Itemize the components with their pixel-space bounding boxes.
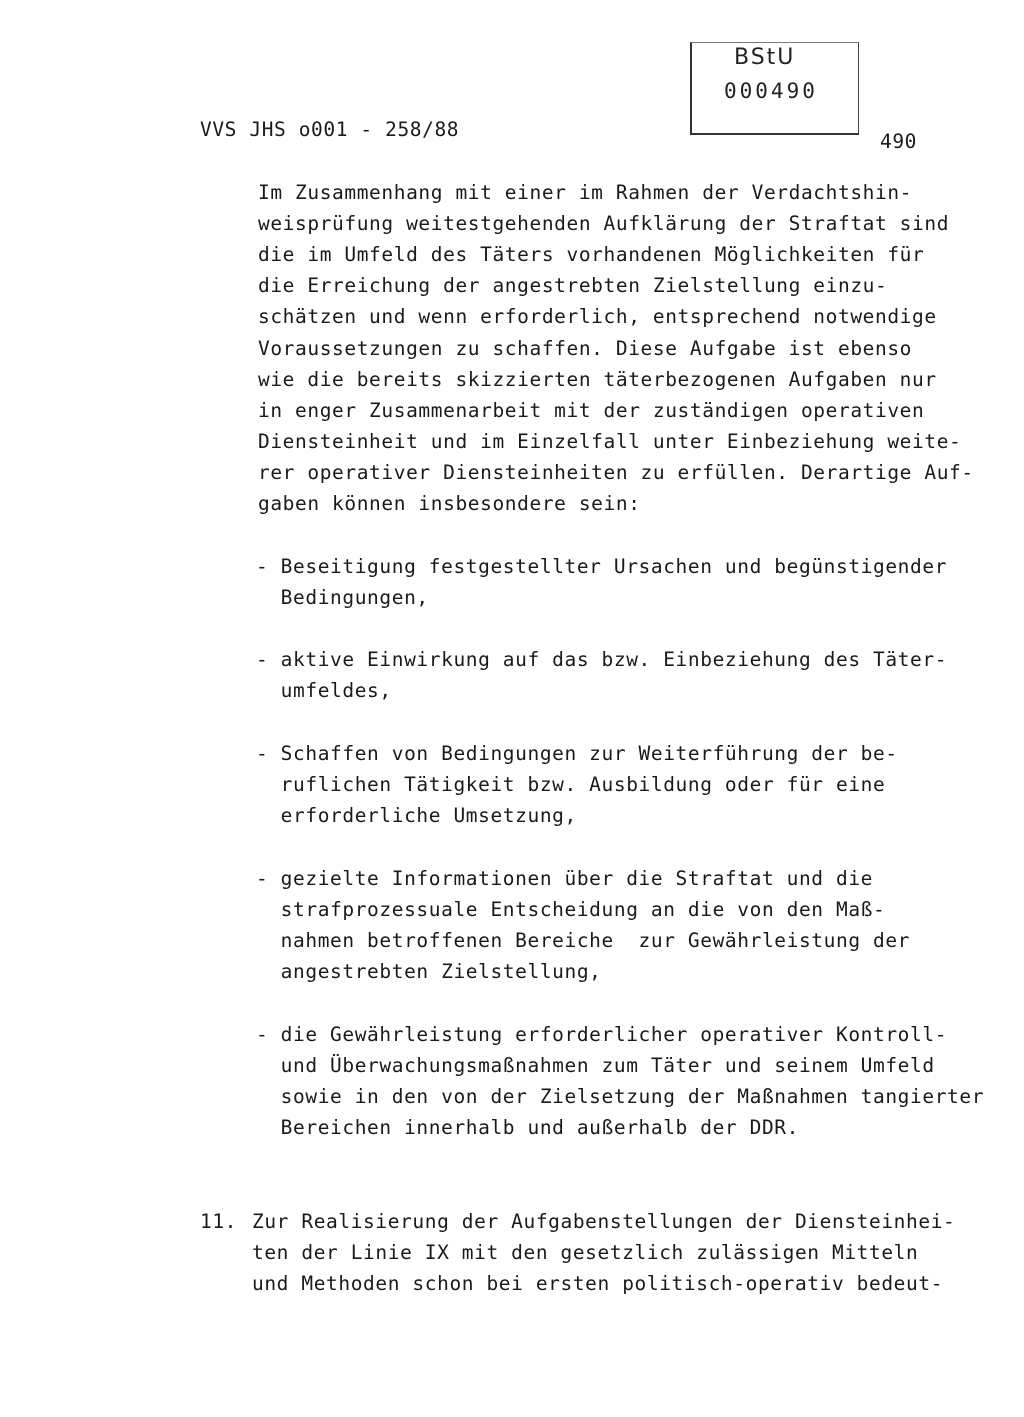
- stamp-line2: 000490: [724, 79, 818, 103]
- paragraph-line: in enger Zusammenarbeit mit der zuständigen operativen: [258, 399, 925, 422]
- paragraph-line: die im Umfeld des Täters vorhandenen Möglichkeiten für: [258, 243, 925, 266]
- paragraph-line: schätzen und wenn erforderlich, entsprechend notwendige: [258, 305, 937, 328]
- list-item-line: - die Gewährleistung erforderlicher operativer Kontroll-: [256, 1023, 948, 1046]
- section-line: ten der Linie IX mit den gesetzlich zulässigen Mitteln: [252, 1241, 919, 1264]
- list-item-line: und Überwachungsmaßnahmen zum Täter und seinem Umfeld: [256, 1054, 935, 1077]
- list-item-line: - aktive Einwirkung auf das bzw. Einbeziehung des Täter-: [256, 648, 948, 671]
- list-item-line: umfeldes,: [256, 679, 392, 702]
- paragraph-line: weisprüfung weitestgehenden Aufklärung der Straftat sind: [258, 212, 950, 235]
- page-number: 490: [880, 130, 918, 153]
- archive-stamp: [690, 42, 859, 135]
- paragraph-line: Diensteinheit und im Einzelfall unter Einbeziehung weite-: [258, 430, 962, 453]
- list-item-line: nahmen betroffenen Bereiche zur Gewährleistung der: [256, 929, 911, 952]
- list-item-line: - Schaffen von Bedingungen zur Weiterführung der be-: [256, 742, 898, 765]
- list-item-line: - Beseitigung festgestellter Ursachen und begünstigender: [256, 555, 948, 578]
- list-item-line: - gezielte Informationen über die Straftat und die: [256, 867, 873, 890]
- paragraph-line: Im Zusammenhang mit einer im Rahmen der Verdachtshin-: [258, 181, 913, 204]
- list-item-line: erforderliche Umsetzung,: [256, 804, 577, 827]
- list-item-line: sowie in den von der Zielsetzung der Maßnahmen tangierter: [256, 1085, 985, 1108]
- document-reference: VVS JHS o001 - 258/88: [200, 118, 460, 141]
- section-line: Zur Realisierung der Aufgabenstellungen der Diensteinhei-: [252, 1210, 956, 1233]
- section-number: 11.: [200, 1210, 238, 1233]
- paragraph-line: gaben können insbesondere sein:: [258, 492, 641, 515]
- list-item-line: Bereichen innerhalb und außerhalb der DDR.: [256, 1116, 799, 1139]
- paragraph-line: rer operativer Diensteinheiten zu erfüllen. Derartige Auf-: [258, 461, 974, 484]
- stamp-line1: BStU: [734, 45, 796, 70]
- paragraph-line: Voraussetzungen zu schaffen. Diese Aufgabe ist ebenso: [258, 337, 913, 360]
- list-item-line: Bedingungen,: [256, 586, 429, 609]
- list-item-line: strafprozessuale Entscheidung an die von den Maß-: [256, 898, 886, 921]
- list-item-line: angestrebten Zielstellung,: [256, 960, 602, 983]
- list-item-line: ruflichen Tätigkeit bzw. Ausbildung oder für eine: [256, 773, 886, 796]
- section-line: und Methoden schon bei ersten politisch-operativ bedeut-: [252, 1272, 944, 1295]
- paragraph-line: die Erreichung der angestrebten Zielstellung einzu-: [258, 274, 888, 297]
- paragraph-line: wie die bereits skizzierten täterbezogenen Aufgaben nur: [258, 368, 937, 391]
